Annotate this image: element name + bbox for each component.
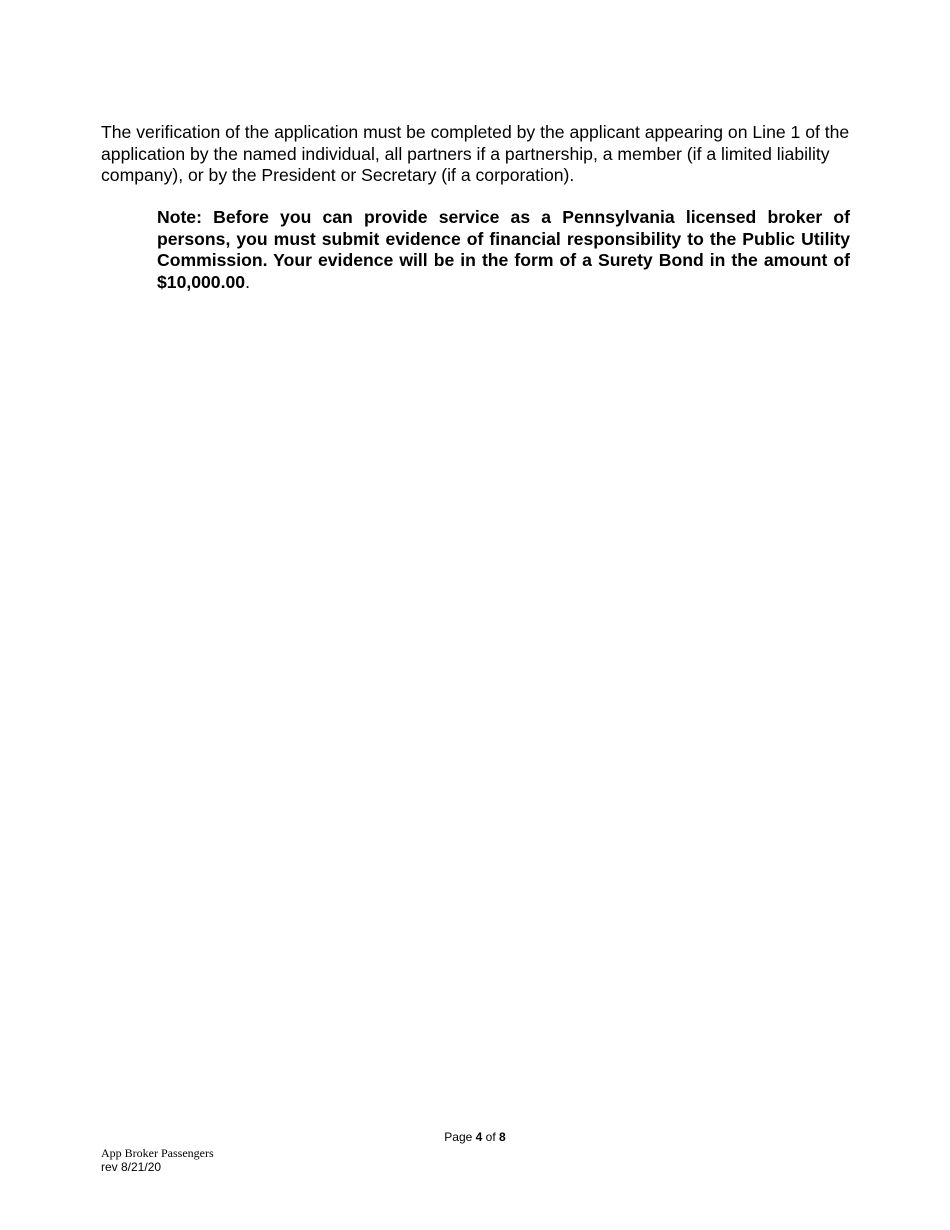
page-current: 4	[475, 1130, 483, 1144]
verification-paragraph: The verification of the application must be completed by the applicant appearing on Line 1 of the application by the named individual, all partners if a partnership, a member (if a limited liability company), or by the President or Secretary (if a corporation).	[101, 122, 850, 185]
page-number	[0, 1130, 950, 1144]
note-tail: .	[245, 271, 250, 292]
footer-form-name: App Broker Passengers	[101, 1146, 214, 1160]
page-separator: of	[482, 1130, 500, 1144]
note-bold-text: Note: Before you can provide service as a Pennsylvania licensed broker of persons, you must submit evidence of financial responsibility to the Public Utility Commission. Your evidence will be in the form of a Surety Bond in the amount of $10,000.00	[157, 207, 850, 292]
page-prefix: Page	[444, 1130, 476, 1144]
page-footer	[101, 1146, 214, 1174]
page-total: 8	[499, 1130, 506, 1144]
financial-responsibility-note	[157, 207, 850, 293]
footer-revision: rev 8/21/20	[101, 1160, 162, 1174]
